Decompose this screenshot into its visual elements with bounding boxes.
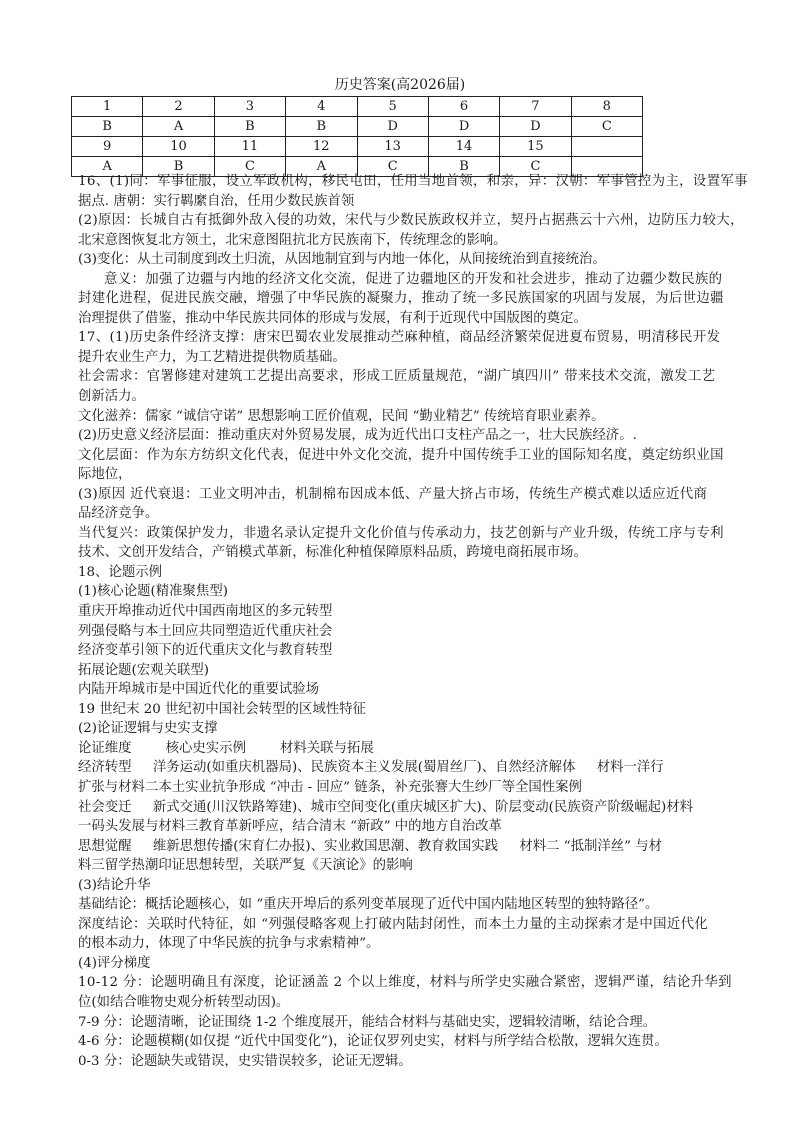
answer-line: (2)原因：长城自古有抵御外敌入侵的功效，宋代与少数民族政权并立，契丹占据燕云十六州，边防压力较大，: [78, 213, 744, 229]
answer-line: (3)原因 近代衰退：工业文明冲击，机制棉布因成本低、产量大挤占市场，传统生产模式难以适应近代商: [78, 486, 708, 502]
table-cell: [571, 137, 642, 157]
answer-line: 扩张与材料二本土实业抗争形成 “冲击 - 回应” 链条，补充张謇大生纱厂等全国性案例: [78, 779, 582, 795]
answer-line: (4)评分梯度: [78, 955, 151, 971]
table-cell: 15: [500, 137, 571, 157]
table-cell: B: [214, 117, 285, 137]
table-cell: A: [286, 157, 357, 177]
table-cell: B: [286, 117, 357, 137]
table-cell: B: [428, 157, 499, 177]
answer-line: 社会需求：官署修建对建筑工艺提出高要求，形成工匠质量规范，“湖广填四川” 带来技术交流，激发工艺: [78, 369, 716, 385]
answer-line: 基础结论：概括论题核心，如 “重庆开埠后的系列变革展现了近代中国内陆地区转型的独特路径”。: [78, 897, 659, 913]
table-cell: 3: [214, 97, 285, 117]
answer-line: 品经济竞争。: [78, 506, 159, 522]
answer-line: (2)论证逻辑与史实支撑: [78, 721, 218, 737]
answer-line: 创新活力。: [78, 389, 145, 405]
answer-line: 位(如结合唯物史观分析转型动因)。: [78, 994, 290, 1010]
table-cell: 4: [286, 97, 357, 117]
table-cell: 11: [214, 137, 285, 157]
answer-line: (3)结论升华: [78, 877, 151, 893]
answer-line: 19 世纪末 20 世纪初中国社会转型的区域性特征: [78, 701, 366, 717]
table-cell: 14: [428, 137, 499, 157]
answer-line: 0-3 分：论题缺失或错误，史实错误较多，论证无逻辑。: [78, 1053, 412, 1069]
answer-line: 经济变革引领下的近代重庆文化与教育转型: [78, 643, 333, 659]
answer-line: 料三留学热潮印证思想转型，关联严复《天演论》的影响: [78, 858, 413, 874]
answer-line: 7-9 分：论题清晰，论证围绕 1-2 个维度展开，能结合材料与基础史实，逻辑较清晰，结论合理。: [78, 1014, 657, 1030]
answer-line: 当代复兴：政策保护发力，非遗名录认定提升文化价值与传承动力，技艺创新与产业升级，传统工序与专利: [78, 525, 724, 541]
table-cell: D: [357, 117, 428, 137]
answer-line: 封建化进程，促进民族交融，增强了中华民族的凝聚力，推动了统一多民族国家的巩固与发展，为后世边疆: [78, 291, 724, 307]
table-cell: 6: [428, 97, 499, 117]
answer-line: 内陆开埠城市是中国近代化的重要试验场: [78, 682, 320, 698]
table-cell: A: [143, 117, 214, 137]
answer-line: 10-12 分：论题明确且有深度，论证涵盖 2 个以上维度，材料与所学史实融合紧密，逻辑严谨，结论升华到: [78, 975, 732, 991]
answer-body: [78, 172, 748, 1071]
answer-line: 16、(1)同：军事征服，设立军政机构，移民屯田，任用当地首领，和亲，异：汉朝：军事管控为主，设置军事: [78, 174, 748, 189]
answer-line: 社会变迁 新式交通(川汉铁路筹建)、城市空间变化(重庆城区扩大)、阶层变动(民族资产阶级崛起)材料: [78, 799, 694, 815]
table-cell: 1: [72, 97, 143, 117]
table-cell: 9: [72, 137, 143, 157]
answer-line: 论证维度 核心史实示例 材料关联与拓展: [78, 740, 374, 756]
answer-line: 重庆开埠推动近代中国西南地区的多元转型: [78, 604, 333, 620]
table-row: [72, 117, 643, 137]
answer-line: 思想觉醒 维新思想传播(宋育仁办报)、实业救国思潮、教育救国实践 材料二 “抵制洋丝” 与材: [78, 838, 663, 854]
answer-line: 一码头发展与材料三教育革新呼应，结合清末 “新政” 中的地方自治改革: [78, 819, 502, 835]
answer-line: (2)历史意义经济层面：推动重庆对外贸易发展，成为近代出口支柱产品之一，壮大民族经济。.: [78, 428, 637, 444]
table-cell: D: [428, 117, 499, 137]
answer-line: 拓展论题(宏观关联型): [78, 662, 209, 678]
answer-line: 经济转型 洋务运动(如重庆机器局)、民族资本主义发展(蜀眉丝厂)、自然经济解体 材料一洋行: [78, 760, 664, 776]
table-cell: C: [357, 157, 428, 177]
answer-line: 文化滋养：儒家 “诚信守诺” 思想影响工匠价值观，民间 “勤业精艺” 传统培育职业素养。: [78, 408, 605, 424]
table-cell: 7: [500, 97, 571, 117]
table-cell: C: [214, 157, 285, 177]
table-cell: 2: [143, 97, 214, 117]
answer-line: (3)变化：从土司制度到改土归流，从因地制宜到与内地一体化，从间接统治到直接统治。: [78, 252, 606, 268]
table-cell: C: [571, 117, 642, 137]
table-cell: 13: [357, 137, 428, 157]
table-cell: D: [500, 117, 571, 137]
table-row: [72, 97, 643, 117]
answer-line: 据点. 唐朝：实行羁縻自治，任用少数民族首领: [78, 193, 355, 209]
answer-line: 深度结论：关联时代特征，如 “列强侵略客观上打破内陆封闭性，而本土力量的主动探索才是中国近代化: [78, 916, 709, 932]
table-cell: B: [143, 157, 214, 177]
answer-line: 18、论题示例: [78, 564, 162, 580]
table-cell: 12: [286, 137, 357, 157]
answer-line: 意义：加强了边疆与内地的经济文化交流，促进了边疆地区的开发和社会进步，推动了边疆少数民族的: [104, 271, 723, 287]
table-row: [72, 137, 643, 157]
answer-line: (1)核心论题(精准聚焦型): [78, 584, 228, 600]
table-cell: B: [72, 117, 143, 137]
answer-line: 17、(1)历史条件经济支撑：唐宋巴蜀农业发展推动苎麻种植，商品经济繁荣促进夏布贸易，明清移民开发: [78, 330, 721, 346]
answer-line: 北宋意图恢复北方领土，北宋意图阻抗北方民族南下，传统理念的影响。: [78, 232, 507, 248]
answer-line: 文化层面：作为东方纺织文化代表，促进中外文化交流，提升中国传统手工业的国际知名度，奠定纺织业国: [78, 447, 724, 463]
table-cell: A: [72, 157, 143, 177]
answer-line: 提升农业生产力，为工艺精进提供物质基础。: [78, 349, 346, 365]
answer-line: 列强侵略与本土回应共同塑造近代重庆社会: [78, 623, 333, 639]
page-title: 历史答案(高2026届): [334, 77, 466, 93]
answer-line: 的根本动力，体现了中华民族的抗争与求索精神”。: [78, 936, 380, 952]
answer-table: [71, 96, 643, 177]
table-cell: 5: [357, 97, 428, 117]
answer-line: 4-6 分：论题模糊(如仅提 “近代中国变化”)，论证仅罗列史实，材料与所学结合松散，逻辑欠连贯。: [78, 1034, 668, 1050]
answer-line: 治理提供了借鉴，推动中华民族共同体的形成与发展，有利于近现代中国版图的奠定。: [78, 310, 587, 326]
answer-line: 际地位，: [78, 467, 132, 483]
table-cell: C: [500, 157, 571, 177]
table-cell: 10: [143, 137, 214, 157]
answer-line: 技术、文创开发结合，产销模式革新，标准化种植保障原料品质，跨境电商拓展市场。: [78, 545, 587, 561]
table-cell: 8: [571, 97, 642, 117]
